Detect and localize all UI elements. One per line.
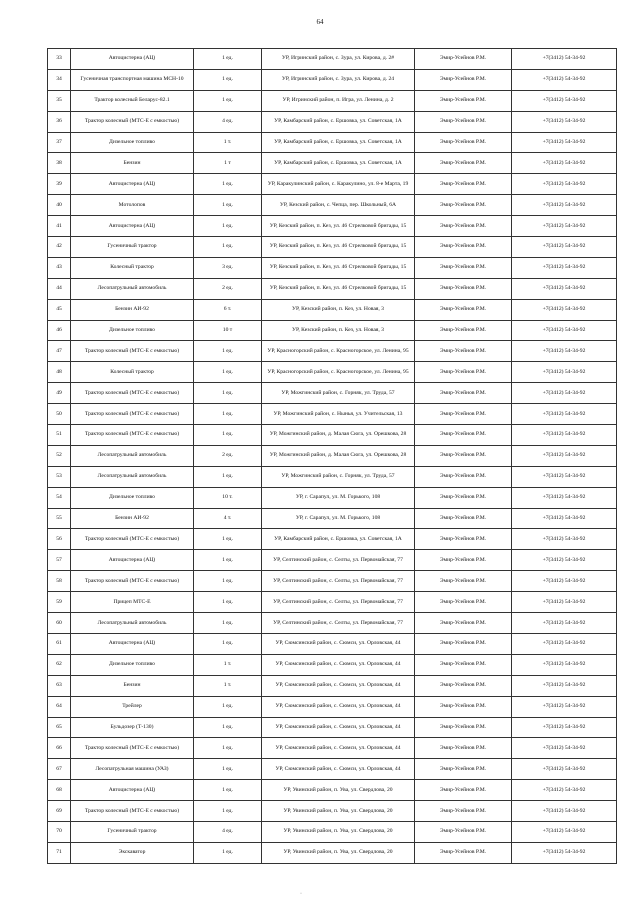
table-row (48, 216, 617, 237)
quantity-cell: 2 ед. (194, 445, 262, 466)
row-number-cell: 66 (48, 738, 71, 759)
phone-cell: +7(3412) 54-34-92 (512, 487, 617, 508)
phone-cell: +7(3412) 54-34-92 (512, 132, 617, 153)
phone-cell: +7(3412) 54-34-92 (512, 675, 617, 696)
row-number-cell: 52 (48, 445, 71, 466)
quantity-cell: 1 ед. (194, 425, 262, 446)
responsible-person-cell: Эмир-Усейнов Р.М. (415, 675, 512, 696)
quantity-cell: 4 ед. (194, 111, 262, 132)
phone-cell: +7(3412) 54-34-92 (512, 613, 617, 634)
table-row (48, 341, 617, 362)
quantity-cell: 1 ед. (194, 571, 262, 592)
responsible-person-cell: Эмир-Усейнов Р.М. (415, 362, 512, 383)
row-number-cell: 49 (48, 383, 71, 404)
quantity-cell: 1 ед. (194, 49, 262, 70)
row-number-cell: 61 (48, 633, 71, 654)
quantity-cell: 4 т. (194, 508, 262, 529)
responsible-person-cell: Эмир-Усейнов Р.М. (415, 111, 512, 132)
row-number-cell: 69 (48, 801, 71, 822)
equipment-name-cell: Трейлер (71, 696, 194, 717)
phone-cell: +7(3412) 54-34-92 (512, 195, 617, 216)
table-row (48, 550, 617, 571)
address-cell: УР, Камбарский район, с. Ершовка, ул. Советская, 1А (262, 111, 415, 132)
quantity-cell: 1 ед. (194, 362, 262, 383)
row-number-cell: 59 (48, 592, 71, 613)
responsible-person-cell: Эмир-Усейнов Р.М. (415, 654, 512, 675)
phone-cell: +7(3412) 54-34-92 (512, 445, 617, 466)
page-number: 64 (316, 18, 324, 26)
row-number-cell: 50 (48, 404, 71, 425)
quantity-cell: 1 ед. (194, 613, 262, 634)
equipment-name-cell: Лесопатрульный автомобиль (71, 466, 194, 487)
table-row (48, 571, 617, 592)
equipment-name-cell: Трактор колесный (МТС-Е с емкостью) (71, 404, 194, 425)
table-row (48, 132, 617, 153)
table-row (48, 69, 617, 90)
quantity-cell: 10 т (194, 320, 262, 341)
equipment-name-cell: Трактор колесный (МТС-Е с емкостью) (71, 111, 194, 132)
equipment-name-cell: Гусеничная транспортная машина МСН-10 (71, 69, 194, 90)
quantity-cell: 1 т. (194, 675, 262, 696)
quantity-cell: 1 ед. (194, 237, 262, 258)
equipment-name-cell: Бензин (71, 153, 194, 174)
row-number-cell: 46 (48, 320, 71, 341)
table-row (48, 278, 617, 299)
address-cell: УР, Сюмсинский район, с. Сюмси, ул. Орловская, 44 (262, 696, 415, 717)
responsible-person-cell: Эмир-Усейнов Р.М. (415, 780, 512, 801)
table-row (48, 508, 617, 529)
address-cell: УР, Кезский район, п. Кез, ул. 46 Стрелковой бригады, 15 (262, 278, 415, 299)
quantity-cell: 1 ед. (194, 550, 262, 571)
equipment-name-cell: Бульдозер (Т-130) (71, 717, 194, 738)
responsible-person-cell: Эмир-Усейнов Р.М. (415, 696, 512, 717)
row-number-cell: 35 (48, 90, 71, 111)
equipment-name-cell: Лесопатрульная машина (УАЗ) (71, 759, 194, 780)
phone-cell: +7(3412) 54-34-92 (512, 153, 617, 174)
address-cell: УР, Сюмсинский район, с. Сюмси, ул. Орловская, 44 (262, 738, 415, 759)
table-row (48, 49, 617, 70)
quantity-cell: 1 т. (194, 132, 262, 153)
responsible-person-cell: Эмир-Усейнов Р.М. (415, 299, 512, 320)
table-row (48, 675, 617, 696)
address-cell: УР, Сюмсинский район, с. Сюмси, ул. Орловская, 44 (262, 717, 415, 738)
address-cell: УР, Сюмсинский район, с. Сюмси, ул. Орловская, 44 (262, 633, 415, 654)
row-number-cell: 42 (48, 237, 71, 258)
address-cell: УР, Увинский район, п. Ува, ул. Свердлова, 20 (262, 780, 415, 801)
phone-cell: +7(3412) 54-34-92 (512, 341, 617, 362)
responsible-person-cell: Эмир-Усейнов Р.М. (415, 613, 512, 634)
row-number-cell: 63 (48, 675, 71, 696)
equipment-name-cell: Трактор колесный (МТС-Е с емкостью) (71, 425, 194, 446)
table-row (48, 801, 617, 822)
table-body (48, 49, 617, 864)
table-row (48, 821, 617, 842)
quantity-cell: 1 ед. (194, 466, 262, 487)
address-cell: УР, Увинский район, п. Ува, ул. Свердлова, 20 (262, 801, 415, 822)
phone-cell: +7(3412) 54-34-92 (512, 362, 617, 383)
phone-cell: +7(3412) 54-34-92 (512, 299, 617, 320)
quantity-cell: 1 ед. (194, 592, 262, 613)
row-number-cell: 37 (48, 132, 71, 153)
quantity-cell: 1 т. (194, 654, 262, 675)
quantity-cell: 1 ед. (194, 633, 262, 654)
equipment-name-cell: Мотолопов (71, 195, 194, 216)
phone-cell: +7(3412) 54-34-92 (512, 529, 617, 550)
quantity-cell: 1 ед. (194, 529, 262, 550)
phone-cell: +7(3412) 54-34-92 (512, 633, 617, 654)
address-cell: УР, Селтинский район, с. Селты, ул. Первомайская, 77 (262, 571, 415, 592)
quantity-cell: 4 ед. (194, 821, 262, 842)
phone-cell: +7(3412) 54-34-92 (512, 174, 617, 195)
quantity-cell: 1 ед. (194, 842, 262, 863)
equipment-name-cell: Трактор колесный (МТС-Е с емкостью) (71, 383, 194, 404)
row-number-cell: 45 (48, 299, 71, 320)
address-cell: УР, г. Сарапул, ул. М. Горького, 108 (262, 508, 415, 529)
row-number-cell: 47 (48, 341, 71, 362)
table-row (48, 237, 617, 258)
quantity-cell: 1 ед. (194, 174, 262, 195)
address-cell: УР, Кезский район, с. Чепца, пер. Школьный, 6А (262, 195, 415, 216)
responsible-person-cell: Эмир-Усейнов Р.М. (415, 508, 512, 529)
row-number-cell: 71 (48, 842, 71, 863)
row-number-cell: 44 (48, 278, 71, 299)
row-number-cell: 36 (48, 111, 71, 132)
equipment-name-cell: Автоцистерна (АЦ) (71, 49, 194, 70)
address-cell: УР, Можгинский район, с. Нынья, ул. Учительская, 13 (262, 404, 415, 425)
table-row (48, 320, 617, 341)
phone-cell: +7(3412) 54-34-92 (512, 466, 617, 487)
responsible-person-cell: Эмир-Усейнов Р.М. (415, 425, 512, 446)
row-number-cell: 53 (48, 466, 71, 487)
equipment-name-cell: Трактор колесный Беларус-82.1 (71, 90, 194, 111)
table-row (48, 759, 617, 780)
responsible-person-cell: Эмир-Усейнов Р.М. (415, 592, 512, 613)
address-cell: УР, Красногорский район, с. Красногорское, ул. Ленина, 95 (262, 362, 415, 383)
responsible-person-cell: Эмир-Усейнов Р.М. (415, 257, 512, 278)
responsible-person-cell: Эмир-Усейнов Р.М. (415, 49, 512, 70)
table-row (48, 613, 617, 634)
address-cell: УР, Камбарский район, с. Ершовка, ул. Советская, 1А (262, 529, 415, 550)
table-row (48, 195, 617, 216)
equipment-name-cell: Колесный трактор (71, 362, 194, 383)
equipment-table (47, 48, 617, 864)
table-row (48, 717, 617, 738)
row-number-cell: 64 (48, 696, 71, 717)
row-number-cell: 33 (48, 49, 71, 70)
phone-cell: +7(3412) 54-34-92 (512, 654, 617, 675)
equipment-name-cell: Гусеничный трактор (71, 821, 194, 842)
row-number-cell: 56 (48, 529, 71, 550)
row-number-cell: 65 (48, 717, 71, 738)
equipment-name-cell: Лесопатрульный автомобиль (71, 278, 194, 299)
address-cell: УР, Сюмсинский район, с. Сюмси, ул. Орловская, 44 (262, 654, 415, 675)
address-cell: УР, Увинский район, п. Ува, ул. Свердлова, 20 (262, 842, 415, 863)
quantity-cell: 1 ед. (194, 341, 262, 362)
phone-cell: +7(3412) 54-34-92 (512, 801, 617, 822)
row-number-cell: 70 (48, 821, 71, 842)
address-cell: УР, Кезский район, п. Кез, ул. 46 Стрелковой бригады, 15 (262, 257, 415, 278)
table-row (48, 383, 617, 404)
equipment-name-cell: Трактор колесный (МТС-Е с емкостью) (71, 529, 194, 550)
responsible-person-cell: Эмир-Усейнов Р.М. (415, 759, 512, 780)
table-row (48, 780, 617, 801)
address-cell: УР, Увинский район, п. Ува, ул. Свердлова, 20 (262, 821, 415, 842)
address-cell: УР, Каракулинский район, с. Каракулино, ул. 8-е Марта, 19 (262, 174, 415, 195)
address-cell: УР, г. Сарапул, ул. М. Горького, 108 (262, 487, 415, 508)
table-row (48, 404, 617, 425)
responsible-person-cell: Эмир-Усейнов Р.М. (415, 821, 512, 842)
row-number-cell: 41 (48, 216, 71, 237)
responsible-person-cell: Эмир-Усейнов Р.М. (415, 174, 512, 195)
equipment-name-cell: Бензин (71, 675, 194, 696)
responsible-person-cell: Эмир-Усейнов Р.М. (415, 466, 512, 487)
address-cell: УР, Кезский район, п. Кез, ул. 46 Стрелковой бригады, 15 (262, 237, 415, 258)
phone-cell: +7(3412) 54-34-92 (512, 571, 617, 592)
equipment-name-cell: Трактор колесный (МТС-Е с емкостью) (71, 738, 194, 759)
row-number-cell: 39 (48, 174, 71, 195)
phone-cell: +7(3412) 54-34-92 (512, 383, 617, 404)
row-number-cell: 62 (48, 654, 71, 675)
responsible-person-cell: Эмир-Усейнов Р.М. (415, 801, 512, 822)
quantity-cell: 1 ед. (194, 738, 262, 759)
quantity-cell: 1 ед. (194, 404, 262, 425)
equipment-name-cell: Трактор колесный (МТС-Е с емкостью) (71, 801, 194, 822)
phone-cell: +7(3412) 54-34-92 (512, 550, 617, 571)
table-row (48, 633, 617, 654)
responsible-person-cell: Эмир-Усейнов Р.М. (415, 237, 512, 258)
quantity-cell: 2 ед. (194, 278, 262, 299)
responsible-person-cell: Эмир-Усейнов Р.М. (415, 404, 512, 425)
row-number-cell: 54 (48, 487, 71, 508)
row-number-cell: 40 (48, 195, 71, 216)
address-cell: УР, Кезский район, п. Кез, ул. 46 Стрелковой бригады, 15 (262, 216, 415, 237)
address-cell: УР, Можгинский район, д. Малая Сюга, ул. Орешкова, 28 (262, 425, 415, 446)
page-mark: · (300, 891, 302, 897)
quantity-cell: 1 ед. (194, 717, 262, 738)
equipment-name-cell: Прицеп МТС-Е (71, 592, 194, 613)
equipment-name-cell: Трактор колесный (МТС-Е с емкостью) (71, 341, 194, 362)
equipment-name-cell: Автоцистерна (АЦ) (71, 780, 194, 801)
address-cell: УР, Камбарский район, с. Ершовка, ул. Советская, 1А (262, 153, 415, 174)
quantity-cell: 6 т. (194, 299, 262, 320)
phone-cell: +7(3412) 54-34-92 (512, 237, 617, 258)
phone-cell: +7(3412) 54-34-92 (512, 111, 617, 132)
phone-cell: +7(3412) 54-34-92 (512, 759, 617, 780)
address-cell: УР, Кезский район, п. Кез, ул. Новая, 3 (262, 299, 415, 320)
responsible-person-cell: Эмир-Усейнов Р.М. (415, 69, 512, 90)
table-row (48, 654, 617, 675)
address-cell: УР, Селтинский район, с. Селты, ул. Первомайская, 77 (262, 613, 415, 634)
address-cell: УР, Селтинский район, с. Селты, ул. Первомайская, 77 (262, 550, 415, 571)
address-cell: УР, Можгинский район, с. Горняк, ул. Труда, 57 (262, 383, 415, 404)
table-row (48, 466, 617, 487)
table-row (48, 445, 617, 466)
row-number-cell: 48 (48, 362, 71, 383)
table-row (48, 842, 617, 863)
phone-cell: +7(3412) 54-34-92 (512, 738, 617, 759)
phone-cell: +7(3412) 54-34-92 (512, 257, 617, 278)
phone-cell: +7(3412) 54-34-92 (512, 320, 617, 341)
equipment-name-cell: Дизельное топливо (71, 132, 194, 153)
table-row (48, 299, 617, 320)
phone-cell: +7(3412) 54-34-92 (512, 592, 617, 613)
equipment-name-cell: Дизельное топливо (71, 654, 194, 675)
table-row (48, 592, 617, 613)
row-number-cell: 34 (48, 69, 71, 90)
equipment-name-cell: Экскаватор (71, 842, 194, 863)
table-row (48, 174, 617, 195)
responsible-person-cell: Эмир-Усейнов Р.М. (415, 341, 512, 362)
row-number-cell: 55 (48, 508, 71, 529)
table-row (48, 425, 617, 446)
quantity-cell: 1 ед. (194, 216, 262, 237)
table-row (48, 529, 617, 550)
responsible-person-cell: Эмир-Усейнов Р.М. (415, 633, 512, 654)
phone-cell: +7(3412) 54-34-92 (512, 278, 617, 299)
row-number-cell: 67 (48, 759, 71, 780)
phone-cell: +7(3412) 54-34-92 (512, 69, 617, 90)
equipment-name-cell: Автоцистерна (АЦ) (71, 174, 194, 195)
row-number-cell: 58 (48, 571, 71, 592)
equipment-name-cell: Бензин АИ-92 (71, 299, 194, 320)
equipment-name-cell: Дизельное топливо (71, 320, 194, 341)
quantity-cell: 1 ед. (194, 780, 262, 801)
responsible-person-cell: Эмир-Усейнов Р.М. (415, 132, 512, 153)
phone-cell: +7(3412) 54-34-92 (512, 780, 617, 801)
phone-cell: +7(3412) 54-34-92 (512, 842, 617, 863)
phone-cell: +7(3412) 54-34-92 (512, 90, 617, 111)
responsible-person-cell: Эмир-Усейнов Р.М. (415, 195, 512, 216)
responsible-person-cell: Эмир-Усейнов Р.М. (415, 550, 512, 571)
address-cell: УР, Игринский район, п. Игра, ул. Ленина, д. 2 (262, 90, 415, 111)
equipment-name-cell: Дизельное топливо (71, 487, 194, 508)
row-number-cell: 43 (48, 257, 71, 278)
responsible-person-cell: Эмир-Усейнов Р.М. (415, 717, 512, 738)
equipment-name-cell: Лесопатрульный автомобиль (71, 445, 194, 466)
responsible-person-cell: Эмир-Усейнов Р.М. (415, 320, 512, 341)
address-cell: УР, Сюмсинский район, с. Сюмси, ул. Орловская, 44 (262, 675, 415, 696)
responsible-person-cell: Эмир-Усейнов Р.М. (415, 529, 512, 550)
row-number-cell: 51 (48, 425, 71, 446)
responsible-person-cell: Эмир-Усейнов Р.М. (415, 278, 512, 299)
equipment-name-cell: Автоцистерна (АЦ) (71, 550, 194, 571)
address-cell: УР, Сюмсинский район, с. Сюмси, ул. Орловская, 44 (262, 759, 415, 780)
responsible-person-cell: Эмир-Усейнов Р.М. (415, 738, 512, 759)
equipment-name-cell: Трактор колесный (МТС-Е с емкостью) (71, 571, 194, 592)
equipment-name-cell: Лесопатрульный автомобиль (71, 613, 194, 634)
phone-cell: +7(3412) 54-34-92 (512, 821, 617, 842)
phone-cell: +7(3412) 54-34-92 (512, 717, 617, 738)
phone-cell: +7(3412) 54-34-92 (512, 49, 617, 70)
table-row (48, 257, 617, 278)
table-row (48, 111, 617, 132)
responsible-person-cell: Эмир-Усейнов Р.М. (415, 571, 512, 592)
table-row (48, 90, 617, 111)
row-number-cell: 38 (48, 153, 71, 174)
responsible-person-cell: Эмир-Усейнов Р.М. (415, 383, 512, 404)
equipment-name-cell: Гусеничный трактор (71, 237, 194, 258)
responsible-person-cell: Эмир-Усейнов Р.М. (415, 842, 512, 863)
address-cell: УР, Кезский район, п. Кез, ул. Новая, 3 (262, 320, 415, 341)
address-cell: УР, Красногорский район, с. Красногорское, ул. Ленина, 95 (262, 341, 415, 362)
quantity-cell: 1 ед. (194, 90, 262, 111)
responsible-person-cell: Эмир-Усейнов Р.М. (415, 153, 512, 174)
responsible-person-cell: Эмир-Усейнов Р.М. (415, 487, 512, 508)
row-number-cell: 60 (48, 613, 71, 634)
phone-cell: +7(3412) 54-34-92 (512, 508, 617, 529)
quantity-cell: 1 ед. (194, 801, 262, 822)
address-cell: УР, Игринский район, с. Зура, ул. Кирова, д. 2# (262, 49, 415, 70)
phone-cell: +7(3412) 54-34-92 (512, 216, 617, 237)
equipment-name-cell: Бензин АИ-92 (71, 508, 194, 529)
address-cell: УР, Можгинский район, д. Малая Сюга, ул. Орешкова, 28 (262, 445, 415, 466)
quantity-cell: 3 ед. (194, 257, 262, 278)
equipment-name-cell: Колесный трактор (71, 257, 194, 278)
table-row (48, 696, 617, 717)
responsible-person-cell: Эмир-Усейнов Р.М. (415, 90, 512, 111)
row-number-cell: 68 (48, 780, 71, 801)
equipment-name-cell: Автоцистерна (АЦ) (71, 633, 194, 654)
quantity-cell: 10 т. (194, 487, 262, 508)
quantity-cell: 1 ед. (194, 696, 262, 717)
address-cell: УР, Игринский район, с. Зура, ул. Кирова, д. 24 (262, 69, 415, 90)
quantity-cell: 1 ед. (194, 383, 262, 404)
row-number-cell: 57 (48, 550, 71, 571)
quantity-cell: 1 ед. (194, 69, 262, 90)
table-row (48, 738, 617, 759)
responsible-person-cell: Эмир-Усейнов Р.М. (415, 445, 512, 466)
table-row (48, 362, 617, 383)
address-cell: УР, Можгинский район, с. Горняк, ул. Труда, 57 (262, 466, 415, 487)
responsible-person-cell: Эмир-Усейнов Р.М. (415, 216, 512, 237)
quantity-cell: 1 ед. (194, 195, 262, 216)
table-row (48, 153, 617, 174)
address-cell: УР, Камбарский район, с. Ершовка, ул. Советская, 1А (262, 132, 415, 153)
phone-cell: +7(3412) 54-34-92 (512, 425, 617, 446)
address-cell: УР, Селтинский район, с. Селты, ул. Первомайская, 77 (262, 592, 415, 613)
phone-cell: +7(3412) 54-34-92 (512, 696, 617, 717)
quantity-cell: 1 ед. (194, 759, 262, 780)
equipment-name-cell: Автоцистерна (АЦ) (71, 216, 194, 237)
quantity-cell: 1 т (194, 153, 262, 174)
phone-cell: +7(3412) 54-34-92 (512, 404, 617, 425)
table-row (48, 487, 617, 508)
